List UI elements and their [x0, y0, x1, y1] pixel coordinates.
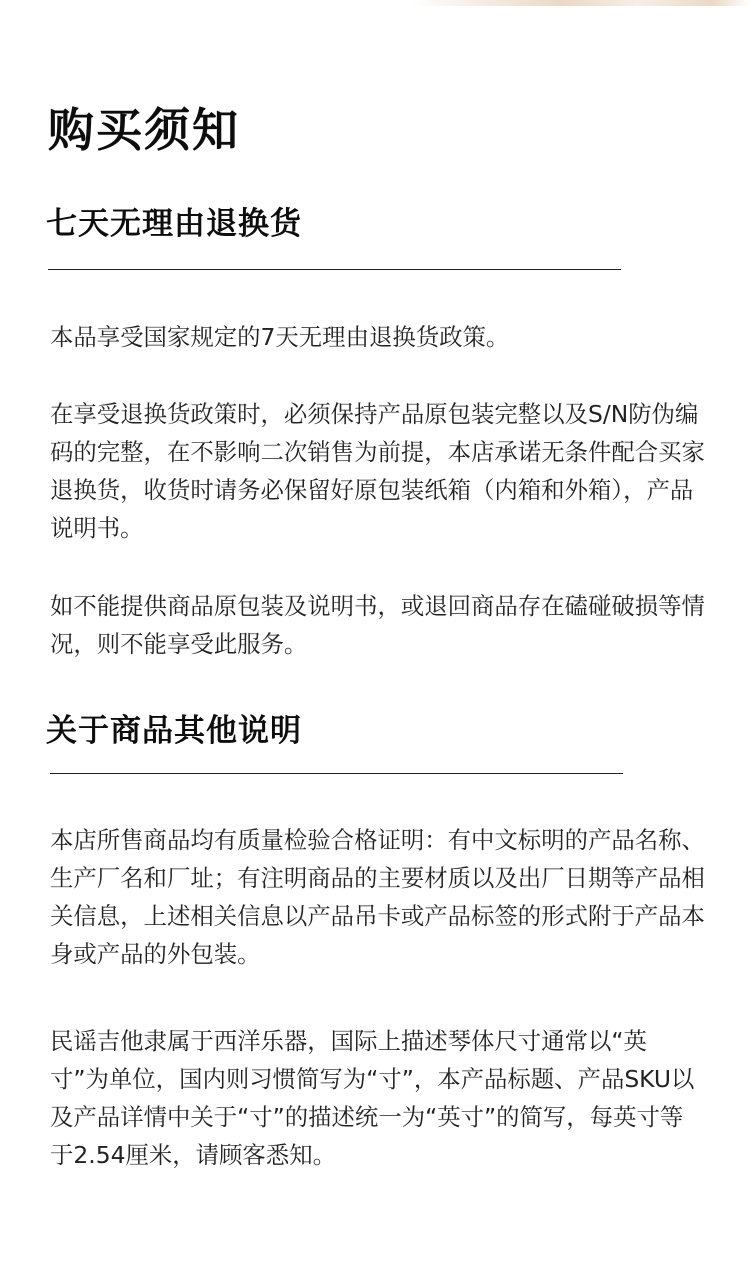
section-heading-return-policy: 七天无理由退换货 [46, 206, 302, 242]
paragraph-quality-certification: 本店所售商品均有质量检验合格证明：有中文标明的产品名称、生产厂名和厂址；有注明商品的主要材质以及出厂日期等产品相关信息，上述相关信息以产品吊卡或产品标签的形式附于产品本身或产品的外包装。 [50, 826, 705, 968]
paragraph-size-units: 民谣吉他隶属于西洋乐器，国际上描述琴体尺寸通常以“英寸”为单位，国内则习惯简写为“寸”，本产品标题、产品SKU以及产品详情中关于“寸”的描述统一为“英寸”的简写，每英寸等于2.54厘米，请顾客悉知。 [50, 1027, 695, 1169]
top-decorative-strip [0, 0, 750, 6]
section-heading-product-notes: 关于商品其他说明 [46, 713, 302, 749]
page-title: 购买须知 [48, 103, 240, 157]
paragraph-return-policy-intro: 本品享受国家规定的7天无理由退换货政策。 [50, 323, 510, 351]
section-divider [50, 773, 623, 774]
section-divider [48, 269, 621, 270]
paragraph-return-conditions: 在享受退换货政策时，必须保持产品原包装完整以及S/N防伪编码的完整，在不影响二次销售为前提，本店承诺无条件配合买家退换货，收货时请务必保留好原包装纸箱（内箱和外箱），产品说明书。 [50, 400, 705, 542]
paragraph-return-exclusions: 如不能提供商品原包装及说明书，或退回商品存在磕碰破损等情况，则不能享受此服务。 [50, 592, 705, 658]
